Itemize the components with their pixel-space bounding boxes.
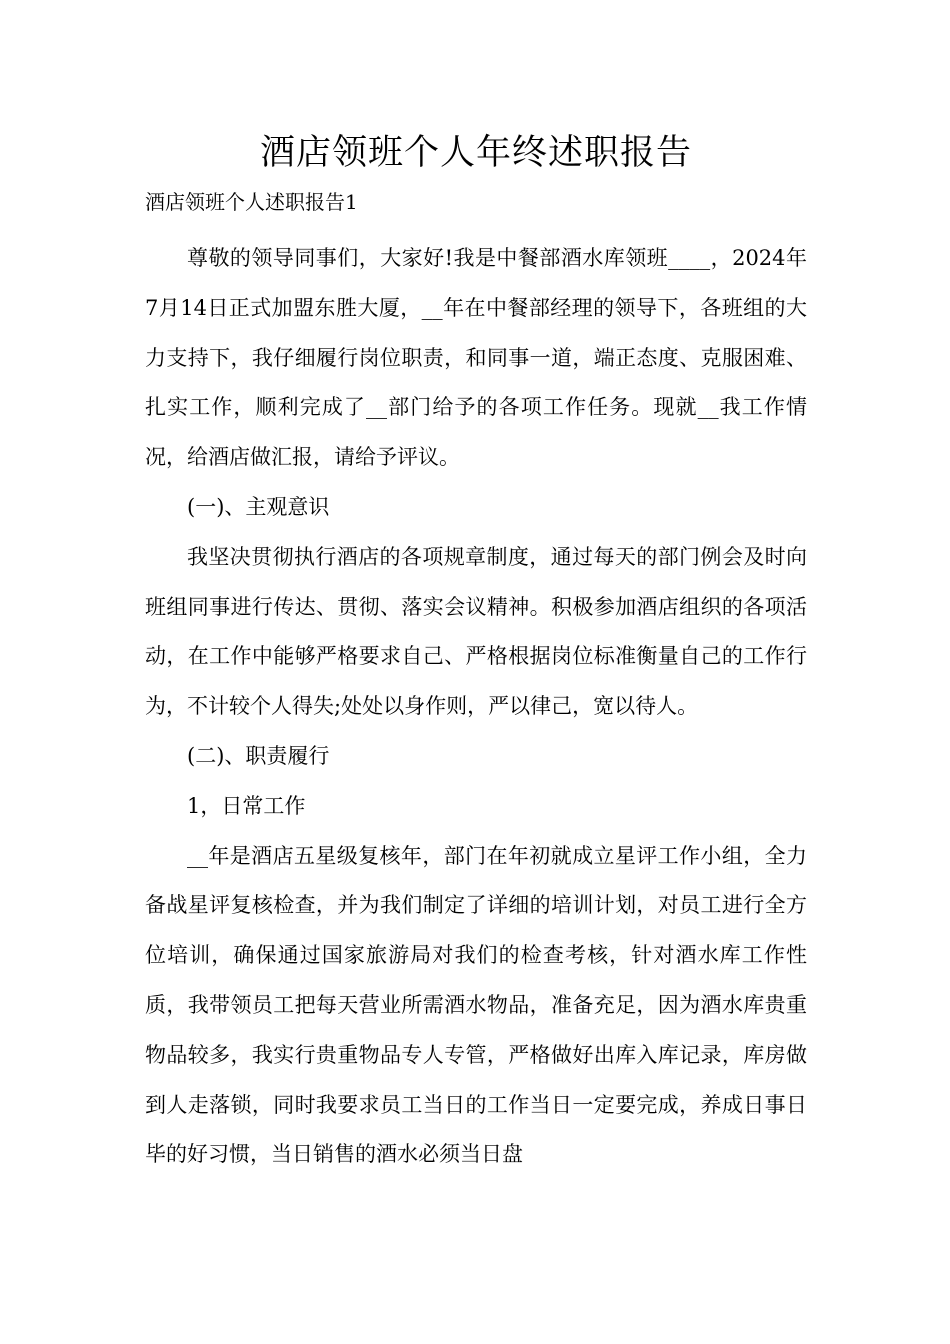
document-page [145,128,807,1180]
paragraph-subjective: 我坚决贯彻执行酒店的各项规章制度，通过每天的部门例会及时向班组同事进行传达、贯彻、落实会议精神。积极参加酒店组织的各项活动，在工作中能够严格要求自己、严格根据岗位标准衡量自己的工作行为，不计较个人得失;处处以身作则，严以律己，宽以待人。 [145,544,807,719]
section-heading-subjective: (一)、主观意识 [187,494,330,519]
document-title: 酒店领班个人年终述职报告 [259,133,692,173]
section-heading-duties: (二)、职责履行 [187,743,330,768]
paragraph-daily-work: __年是酒店五星级复核年，部门在年初就成立星评工作小组，全力备战星评复核检查，并为我们制定了详细的培训计划，对员工进行全方位培训，确保通过国家旅游局对我们的检查考核，针对酒水库工作性质，我带领员工把每天营业所需酒水物品，准备充足，因为酒水库贵重物品较多，我实行贵重物品专人专管，严格做好出库入库记录，库房做到人走落锁，同时我要求员工当日的工作当日一定要完成，养成日事日毕的好习惯，当日销售的酒水必须当日盘 [145,843,807,1167]
document-subtitle: 酒店领班个人述职报告1 [145,190,358,214]
paragraph-intro: 尊敬的领导同事们，大家好!我是中餐部酒水库领班____，2024年7月14日正式加盟东胜大厦，__年在中餐部经理的领导下，各班组的大力支持下，我仔细履行岗位职责，和同事一道，端正态度、克服困难、扎实工作，顺利完成了__部门给予的各项工作任务。现就__我工作情况，给酒店做汇报，请给予评议。 [145,246,807,470]
subsection-heading-daily-work: 1，日常工作 [187,793,306,818]
